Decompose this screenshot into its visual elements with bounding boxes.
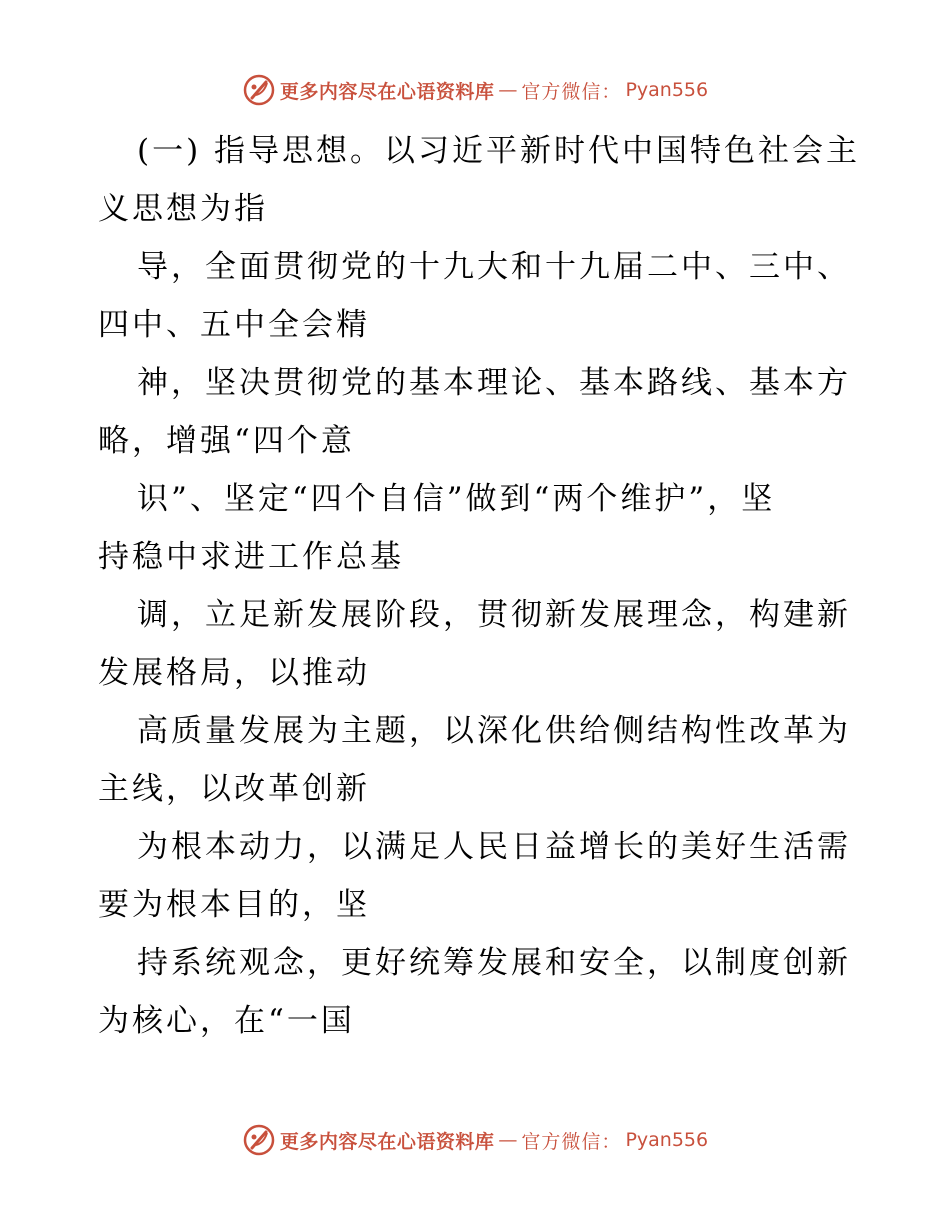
text-line: 义思想为指 — [98, 191, 268, 227]
banner-title: 更多内容尽在心语资料库 — [279, 1130, 495, 1153]
document-body — [98, 122, 861, 1050]
text-line: 持稳中求进工作总基 — [98, 539, 404, 575]
footer-banner — [0, 1120, 950, 1160]
banner-separator: — — [498, 1129, 518, 1151]
banner-title: 更多内容尽在心语资料库 — [279, 80, 495, 103]
text-line: 高质量发展为主题，以深化供给侧结构性改革为 — [137, 713, 851, 749]
text-line: 为根本动力，以满足人民日益增长的美好生活需 — [137, 829, 851, 865]
feather-logo-icon — [242, 73, 276, 107]
text-line: 持系统观念，更好统筹发展和安全，以制度创新 — [137, 945, 851, 981]
text-line: 略，增强“四个意 — [98, 423, 355, 459]
text-line: (一) 指导思想。以习近平新时代中国特色社会主 — [137, 133, 861, 169]
text-line: 识”、坚定“四个自信”做到“两个维护”，坚 — [137, 481, 776, 517]
header-banner — [0, 70, 950, 110]
banner-contact-label: 官方微信： — [521, 1130, 622, 1153]
feather-logo-icon — [242, 1123, 276, 1157]
text-line: 调，立足新发展阶段，贯彻新发展理念，构建新 — [137, 597, 851, 633]
text-line: 发展格局，以推动 — [98, 655, 370, 691]
text-line: 导，全面贯彻党的十九大和十九届二中、三中、 — [137, 249, 851, 285]
banner-separator: — — [498, 79, 518, 101]
text-line: 要为根本目的，坚 — [98, 887, 370, 923]
text-line: 神，坚决贯彻党的基本理论、基本路线、基本方 — [137, 365, 851, 401]
text-line: 主线，以改革创新 — [98, 771, 370, 807]
banner-contact-label: 官方微信： — [521, 80, 622, 103]
text-line: 为核心，在“一国 — [98, 1003, 355, 1039]
banner-wechat-id: Pyan556 — [625, 79, 709, 101]
text-line: 四中、五中全会精 — [98, 307, 370, 343]
banner-wechat-id: Pyan556 — [625, 1129, 709, 1151]
